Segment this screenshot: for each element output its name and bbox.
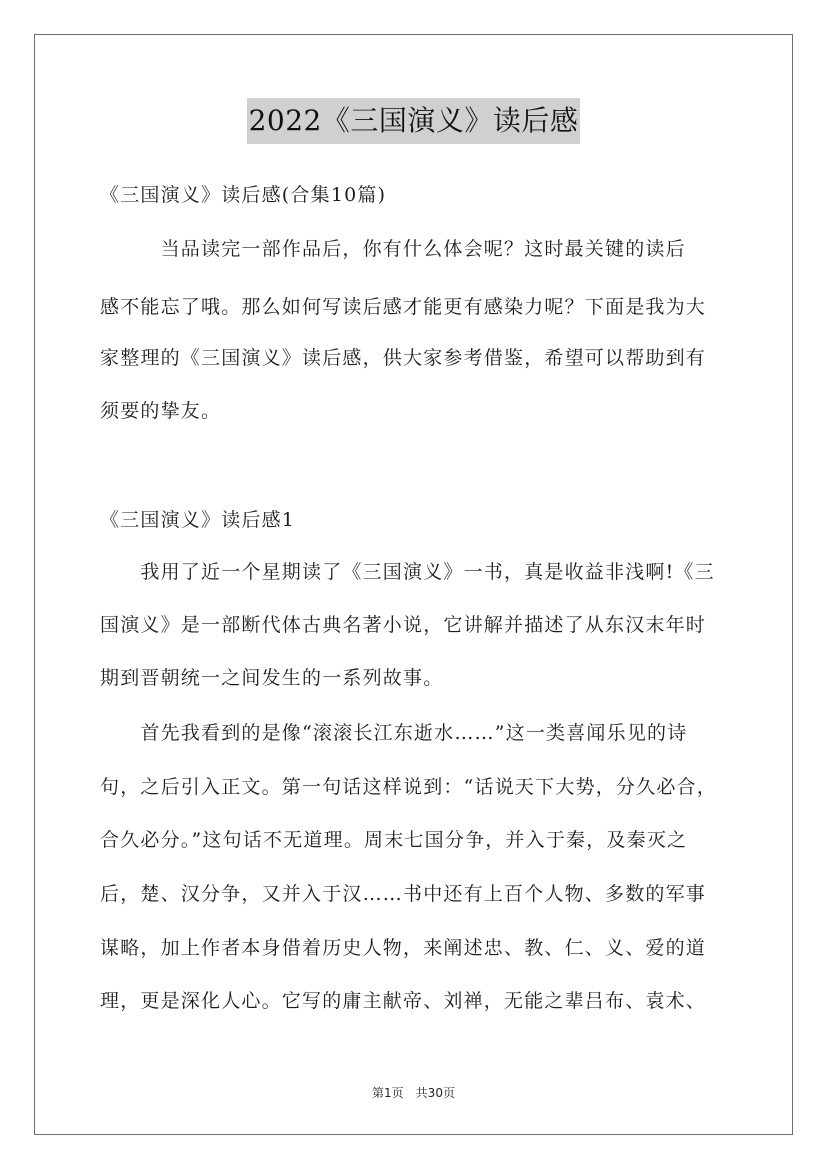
paragraph-line: 期到晋朝统一之间发生的一系列故事。 (100, 667, 444, 689)
paragraph-line: 后，楚、汉分争，又并入于汉……书中还有上百个人物、多数的军事 (100, 883, 707, 905)
page-footer: 第1页 共30页 (372, 1086, 455, 1100)
paragraph-line: 家整理的《三国演义》读后感，供大家参考借鉴，希望可以帮助到有 (100, 347, 707, 369)
paragraph-line: 国演义》是一部断代体古典名著小说，它讲解并描述了从东汉末年时 (100, 614, 707, 636)
document-title: 2022《三国演义》读后感 (247, 98, 581, 144)
section-heading: 《三国演义》读后感1 (100, 509, 296, 531)
paragraph-line: 谋略，加上作者本身借着历史人物，来阐述忠、教、仁、义、爱的道 (100, 937, 707, 959)
paragraph-line: 须要的挚友。 (100, 400, 222, 422)
subtitle-line: 《三国演义》读后感(合集10篇) (100, 184, 387, 206)
paragraph-line: 首先我看到的是像“滚滚长江东逝水……”这一类喜闻乐见的诗 (100, 722, 688, 744)
paragraph-line: 感不能忘了哦。那么如何写读后感才能更有感染力呢？下面是我为大 (100, 296, 707, 318)
paragraph-line: 句，之后引入正文。第一句话这样说到：“话说天下大势，分久必合， (100, 776, 717, 798)
paragraph-line: 当品读完一部作品后，你有什么体会呢？这时最关键的读后 (100, 238, 686, 260)
paragraph-line: 合久必分。”这句话不无道理。周末七国分争，并入于秦，及秦灭之 (100, 829, 688, 851)
title-container (0, 98, 827, 144)
paragraph-line: 我用了近一个星期读了《三国演义》一书，真是收益非浅啊!《三 (100, 561, 715, 583)
paragraph-line: 理，更是深化人心。它写的庸主献帝、刘禅，无能之辈吕布、袁术、 (100, 990, 707, 1012)
